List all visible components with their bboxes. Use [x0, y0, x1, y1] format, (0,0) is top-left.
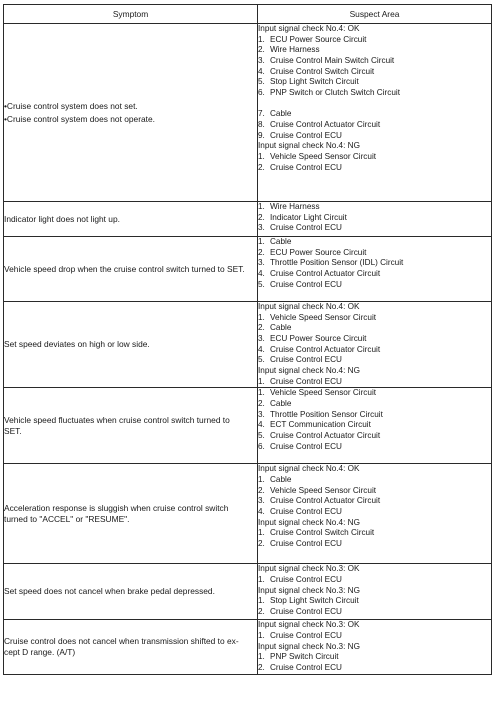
item-text: ECU Power Source Circuit	[270, 247, 367, 257]
suspect-area-cell	[258, 202, 492, 237]
symptom-text: Set speed deviates on high or low side.	[4, 339, 150, 350]
item-number: 1.	[258, 151, 265, 161]
signal-check-label	[258, 464, 491, 475]
item-text: Input signal check No.4: OK	[258, 24, 360, 33]
suspect-item	[258, 334, 491, 345]
suspect-area-cell	[258, 237, 492, 302]
symptom-bullet: •Cruise control system does not set.	[4, 100, 138, 111]
item-number: 1.	[258, 596, 265, 606]
table-row	[4, 620, 492, 674]
suspect-item	[258, 377, 491, 388]
item-text: PNP Switch or Clutch Switch Circuit	[270, 87, 400, 97]
suspect-area-cell	[258, 388, 492, 464]
item-number: 5.	[258, 279, 265, 289]
item-text: Cruise Control ECU	[270, 376, 342, 386]
symptom-header: Symptom	[4, 5, 258, 24]
item-text: Cruise Control Actuator Circuit	[270, 496, 381, 506]
suspect-item	[258, 607, 491, 618]
item-text: Vehicle Speed Sensor Circuit	[270, 151, 377, 161]
signal-check-label	[258, 564, 491, 575]
item-number: 6.	[258, 87, 265, 97]
item-number: 1.	[258, 630, 265, 640]
item-text: Vehicle Speed Sensor Circuit	[270, 312, 377, 322]
symptom-text: Set speed does not cancel when brake pedal depressed.	[4, 586, 215, 597]
suspect-item	[258, 663, 491, 674]
suspect-item	[258, 475, 491, 486]
suspect-item	[258, 539, 491, 550]
item-text: Vehicle Speed Sensor Circuit	[270, 485, 377, 495]
suspect-item	[258, 507, 491, 518]
item-number: 3.	[258, 496, 265, 506]
suspect-item	[258, 163, 491, 174]
item-number: 3.	[258, 409, 265, 419]
item-number: 2.	[258, 662, 265, 672]
suspect-item	[258, 323, 491, 334]
item-number: 2.	[258, 485, 265, 495]
suspect-item	[258, 269, 491, 280]
suspect-item	[258, 486, 491, 497]
table-row	[4, 564, 492, 620]
suspect-item	[258, 399, 491, 410]
item-number: 1.	[258, 574, 265, 584]
signal-check-label	[258, 366, 491, 377]
item-text: ECT Communication Circuit	[270, 420, 371, 430]
item-text: Cruise Control ECU	[270, 355, 342, 365]
item-text: Cruise Control ECU	[270, 662, 342, 672]
symptom-text: Indicator light does not light up.	[4, 213, 120, 224]
suspect-item	[258, 248, 491, 259]
item-text: Cruise Control ECU	[270, 538, 342, 548]
suspect-item	[258, 410, 491, 421]
item-text: Cruise Control Actuator Circuit	[270, 344, 381, 354]
item-text: Cruise Control Actuator Circuit	[270, 119, 381, 129]
suspect-item	[258, 575, 491, 586]
item-text: Cable	[270, 398, 292, 408]
item-number: 1.	[258, 34, 265, 44]
item-text: Input signal check No.3: OK	[258, 620, 360, 630]
signal-check-label	[258, 302, 491, 313]
suspect-item	[258, 152, 491, 163]
suspect-area-cell	[258, 620, 492, 674]
table-row	[4, 464, 492, 564]
suspect-area-cell	[258, 24, 492, 202]
symptom-bullet: •Cruise control system does not operate.	[4, 113, 155, 124]
troubleshooting-table	[3, 4, 492, 675]
item-text: Cruise Control ECU	[270, 223, 342, 233]
table-row	[4, 388, 492, 464]
suspect-item	[258, 258, 491, 269]
suspect-area-cell	[258, 302, 492, 388]
item-number: 1.	[258, 202, 265, 211]
item-text: Cable	[270, 323, 292, 333]
item-text: ECU Power Source Circuit	[270, 333, 367, 343]
suspect-item	[258, 442, 491, 453]
table-row	[4, 24, 492, 202]
suspect-item	[258, 313, 491, 324]
table-row	[4, 237, 492, 302]
table-body	[4, 24, 492, 675]
item-text: Cable	[270, 109, 292, 119]
item-text: Cable	[270, 237, 292, 246]
item-number: 4.	[258, 506, 265, 516]
suspect-item	[258, 88, 491, 99]
item-number: 1.	[258, 376, 265, 386]
item-text: Input signal check No.3: NG	[258, 641, 360, 651]
symptom-cell	[4, 620, 258, 674]
item-number: 1.	[258, 388, 265, 398]
item-number: 2.	[258, 323, 265, 333]
item-number: 2.	[258, 538, 265, 548]
item-text: Cruise Control ECU	[270, 441, 342, 451]
suspect-item	[258, 223, 491, 234]
item-text: ECU Power Source Circuit	[270, 34, 367, 44]
symptom-text: Vehicle speed drop when the cruise control switch turned to SET.	[4, 263, 245, 274]
suspect-item	[258, 237, 491, 248]
item-text: Input signal check No.4: OK	[258, 464, 360, 474]
item-number: 2.	[258, 45, 265, 55]
item-text: Wire Harness	[270, 202, 320, 211]
suspect-area-cell	[258, 564, 492, 620]
item-number: 2.	[258, 606, 265, 616]
symptom-text: Vehicle speed fluctuates when cruise control switch turned to	[4, 414, 230, 425]
item-number: 2.	[258, 247, 265, 257]
item-text: Throttle Position Sensor (IDL) Circuit	[270, 258, 404, 268]
suspect-item	[258, 120, 491, 131]
item-text: Throttle Position Sensor Circuit	[270, 409, 383, 419]
suspect-item	[258, 45, 491, 56]
symptom-cell	[4, 302, 258, 388]
suspect-item	[258, 202, 491, 213]
item-text: Stop Light Switch Circuit	[270, 77, 359, 87]
symptom-text: SET.	[4, 425, 22, 436]
item-number: 3.	[258, 333, 265, 343]
suspect-item	[258, 431, 491, 442]
suspect-item	[258, 420, 491, 431]
item-number: 2.	[258, 212, 265, 222]
item-text: Cable	[270, 474, 292, 484]
signal-check-label	[258, 642, 491, 653]
signal-check-label	[258, 620, 491, 631]
symptom-text: Cruise control does not cancel when transmission shifted to ex-	[4, 635, 239, 646]
suspect-item	[258, 345, 491, 356]
suspect-item	[258, 280, 491, 291]
item-text: Input signal check No.4: NG	[258, 365, 360, 375]
item-text: Cruise Control ECU	[270, 606, 342, 616]
item-text: Cruise Control Actuator Circuit	[270, 430, 381, 440]
item-text: PNP Switch Circuit	[270, 652, 339, 662]
item-text: Input signal check No.4: NG	[258, 517, 360, 527]
signal-check-label	[258, 141, 491, 152]
suspect-item	[258, 77, 491, 88]
item-text: Cruise Control Switch Circuit	[270, 66, 375, 76]
suspect-item	[258, 131, 491, 142]
item-text: Cruise Control Actuator Circuit	[270, 268, 381, 278]
item-text: Vehicle Speed Sensor Circuit	[270, 388, 377, 398]
suspect-item	[258, 596, 491, 607]
item-text: Cruise Control ECU	[270, 506, 342, 516]
item-text: Input signal check No.3: NG	[258, 585, 360, 595]
item-number: 1.	[258, 237, 265, 246]
suspect-item	[258, 652, 491, 663]
item-number: 8.	[258, 119, 265, 129]
symptom-text: Acceleration response is sluggish when cruise control switch	[4, 502, 229, 513]
item-number: 3.	[258, 223, 265, 233]
item-number: 2.	[258, 398, 265, 408]
symptom-text: cept D range. (A/T)	[4, 646, 76, 657]
signal-check-label	[258, 586, 491, 597]
item-text: Stop Light Switch Circuit	[270, 596, 359, 606]
item-number: 1.	[258, 652, 265, 662]
symptom-cell	[4, 237, 258, 302]
item-text: Cruise Control ECU	[270, 574, 342, 584]
suspect-item	[258, 631, 491, 642]
symptom-cell	[4, 464, 258, 564]
item-number: 4.	[258, 344, 265, 354]
signal-check-label	[258, 518, 491, 529]
item-number: 3.	[258, 55, 265, 65]
item-text: Input signal check No.3: OK	[258, 564, 360, 574]
item-number: 4.	[258, 66, 265, 76]
symptom-cell	[4, 564, 258, 620]
item-text: Input signal check No.4: NG	[258, 141, 360, 151]
item-number: 7.	[258, 109, 265, 119]
suspect-item	[258, 56, 491, 67]
item-number: 1.	[258, 474, 265, 484]
spacer	[258, 99, 491, 110]
symptom-cell	[4, 202, 258, 237]
symptom-cell	[4, 388, 258, 464]
table-row	[4, 302, 492, 388]
suspect-item	[258, 35, 491, 46]
suspect-item	[258, 67, 491, 78]
item-text: Wire Harness	[270, 45, 320, 55]
signal-check-label	[258, 24, 491, 35]
item-number: 6.	[258, 441, 265, 451]
item-number: 5.	[258, 430, 265, 440]
item-number: 1.	[258, 528, 265, 538]
table-row	[4, 202, 492, 237]
item-text: Cruise Control Switch Circuit	[270, 528, 375, 538]
item-number: 5.	[258, 77, 265, 87]
symptom-text: turned to "ACCEL" or "RESUME".	[4, 513, 130, 524]
item-number: 4.	[258, 268, 265, 278]
suspect-item	[258, 355, 491, 366]
suspect-item	[258, 388, 491, 399]
item-text: Cruise Control Main Switch Circuit	[270, 55, 395, 65]
suspect-area-header: Suspect Area	[258, 5, 492, 24]
item-number: 4.	[258, 420, 265, 430]
suspect-item	[258, 109, 491, 120]
item-number: 1.	[258, 312, 265, 322]
item-number: 2.	[258, 162, 265, 172]
suspect-item	[258, 213, 491, 224]
symptom-cell	[4, 24, 258, 202]
item-text: Cruise Control ECU	[270, 130, 342, 140]
suspect-area-cell	[258, 464, 492, 564]
item-number: 9.	[258, 130, 265, 140]
item-number: 3.	[258, 258, 265, 268]
item-text: Cruise Control ECU	[270, 279, 342, 289]
item-text: Indicator Light Circuit	[270, 212, 347, 222]
item-text: Cruise Control ECU	[270, 630, 342, 640]
item-text: Input signal check No.4: OK	[258, 302, 360, 311]
item-text: Cruise Control ECU	[270, 162, 342, 172]
suspect-item	[258, 496, 491, 507]
item-number: 5.	[258, 355, 265, 365]
suspect-item	[258, 528, 491, 539]
header-row	[4, 5, 492, 24]
